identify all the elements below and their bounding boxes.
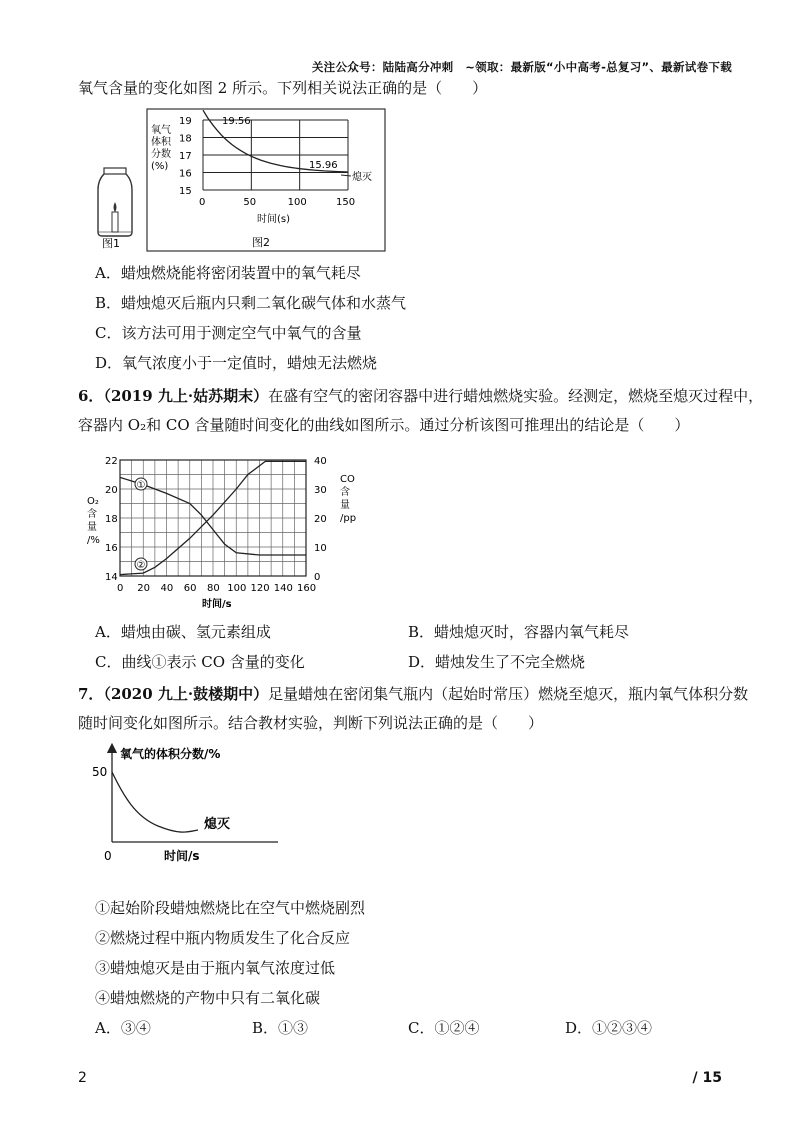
- q5-option-c: C．该方法可用于测定空气中氧气的含量: [95, 324, 362, 342]
- q6-xtick: 80: [207, 583, 220, 594]
- q6-left-tick: 22: [105, 456, 118, 467]
- q6-stem-text: 在盛有空气的密闭容器中进行蜡烛燃烧实验。经测定，燃烧至熄灭过程中，: [268, 387, 764, 405]
- q6-stem-line1: [78, 386, 763, 406]
- q6-right-label-line: 量: [340, 500, 350, 511]
- q6-right-tick: 20: [314, 514, 327, 525]
- candle-flame: [114, 202, 117, 212]
- q6-left-label-line: 量: [87, 522, 97, 533]
- q6-option-d: D．蜡烛发生了不完全燃烧: [408, 653, 586, 671]
- q7-statement-2: ②燃烧过程中瓶内物质发生了化合反应: [95, 929, 351, 947]
- q5-fig2-chart: [146, 108, 386, 258]
- q5-ylabel: [151, 123, 172, 172]
- q6-xtick: 120: [250, 583, 270, 594]
- q6-right-label-line: 含: [340, 487, 350, 498]
- q7-statement-4: ④蜡烛燃烧的产物中只有二氧化碳: [95, 989, 321, 1007]
- q7-option-b: B．①③: [252, 1019, 309, 1037]
- q7-end-note: 熄灭: [204, 817, 231, 832]
- q6-grid: [120, 460, 306, 576]
- q5-option-a: A．蜡烛燃烧能将密闭装置中的氧气耗尽: [95, 264, 361, 282]
- q6-left-label-line: O₂: [87, 496, 99, 507]
- q7-oxygen-curve: [112, 772, 198, 832]
- q6-xtick: 0: [117, 583, 124, 594]
- q6-right-ticks: [314, 456, 327, 583]
- q5-grid: [203, 120, 348, 190]
- q6-source: （2019 九上·姑苏期末）: [103, 387, 269, 405]
- q5-stem: 氧气含量的变化如图 2 所示。下列相关说法正确的是（ ）: [78, 79, 488, 97]
- q6-left-ticks: [105, 456, 118, 583]
- q7-stem-line1: [78, 684, 748, 704]
- q7-xlabel: 时间/s: [164, 849, 200, 863]
- q7-ylabel: 氧气的体积分数/%: [120, 747, 221, 761]
- q5-xlabel: 时间(s): [257, 214, 291, 225]
- page-number: 2: [78, 1070, 87, 1086]
- q7-stem-line2: 随时间变化如图所示。结合教材实验，判断下列说法正确的是（ ）: [78, 714, 544, 732]
- q5-ytick: 17: [179, 151, 192, 162]
- fig2-label: 图2: [252, 236, 270, 249]
- q5-start-label: 19.56: [222, 116, 251, 127]
- q5-fig1-bottle: [88, 160, 148, 250]
- q6-right-tick: 30: [314, 485, 327, 496]
- q6-option-b: B．蜡烛熄灭时，容器内氧气耗尽: [408, 623, 630, 641]
- q5-ylabel-line: (%): [151, 161, 169, 172]
- q5-ylabel-line: 分数: [151, 149, 171, 160]
- q6-right-tick: 0: [314, 572, 321, 583]
- q6-left-label-line: /%: [87, 535, 100, 546]
- q5-xtick: 0: [199, 197, 206, 208]
- q7-stem-text: 足量蜡烛在密闭集气瓶内（起始时常压）燃烧至熄灭，瓶内氧气体积分数: [268, 685, 749, 703]
- q6-xtick: 40: [160, 583, 174, 594]
- q7-source: （2020 九上·鼓楼期中）: [103, 685, 269, 703]
- q6-curve1-mark: ①: [136, 480, 146, 491]
- q6-left-tick: 16: [105, 543, 118, 554]
- q7-option-d: D．①②③④: [565, 1019, 653, 1037]
- q7-option-a: A．③④: [95, 1019, 151, 1037]
- q6-right-tick: 10: [314, 543, 327, 554]
- q5-xticks: [199, 197, 355, 208]
- q5-ylabel-line: 氧气: [151, 125, 171, 136]
- q6-left-tick: 18: [105, 514, 118, 525]
- q5-xtick: 100: [287, 197, 307, 208]
- q6-left-label: [87, 496, 100, 546]
- q6-right-label-line: CO: [340, 474, 355, 485]
- q6-xlabel: 时间/s: [202, 599, 232, 610]
- fig2-frame: [147, 109, 385, 251]
- page-total: / 15: [692, 1070, 722, 1086]
- q5-end-note: 熄灭: [352, 172, 372, 183]
- q5-ytick: 16: [179, 168, 192, 180]
- candle: [112, 212, 118, 232]
- q5-xtick: 150: [336, 197, 356, 208]
- page-header: 关注公众号：陆陆高分冲刺 ~领取：最新版“小中高考-总复习”、最新试卷下载: [311, 60, 732, 74]
- q5-option-d: D．氧气浓度小于一定值时，蜡烛无法燃烧: [95, 354, 378, 372]
- q7-statement-3: ③蜡烛熄灭是由于瓶内氧气浓度过低: [95, 959, 336, 977]
- q7-y-start: 50: [92, 765, 108, 779]
- q6-option-c: C．曲线①表示 CO 含量的变化: [95, 653, 305, 671]
- q7-chart: [88, 742, 288, 870]
- q6-curve2-mark: ②: [136, 560, 146, 571]
- q7-number: 7．: [78, 685, 104, 703]
- q7-statement-1: ①起始阶段蜡烛燃烧比在空气中燃烧剧烈: [95, 899, 366, 917]
- q6-stem-line2: 容器内 O₂和 CO 含量随时间变化的曲线如图所示。通过分析该图可推理出的结论是（ ）: [78, 416, 690, 434]
- q5-xtick: 50: [243, 197, 257, 208]
- q6-right-label-line: /pp: [340, 513, 357, 524]
- q6-xtick: 100: [227, 583, 247, 594]
- q7-origin: 0: [104, 849, 112, 863]
- q5-option-b: B．蜡烛熄灭后瓶内只剩二氧化碳气体和水蒸气: [95, 294, 407, 312]
- q6-option-a: A．蜡烛由碳、氢元素组成: [95, 623, 271, 641]
- q6-left-tick: 14: [105, 572, 118, 583]
- q6-right-label: [340, 474, 356, 524]
- q5-ytick: 18: [179, 133, 192, 145]
- q5-ytick: 19: [179, 116, 192, 127]
- q6-left-tick: 20: [105, 485, 118, 496]
- q6-xtick: 160: [297, 583, 317, 594]
- q5-end-label: 15.96: [309, 160, 338, 171]
- q6-right-tick: 40: [314, 456, 327, 467]
- q6-xtick: 20: [137, 583, 150, 594]
- bottle-cap: [104, 168, 126, 174]
- fig1-label: 图1: [102, 237, 120, 250]
- q6-number: 6．: [78, 387, 104, 405]
- q5-yticks: [179, 116, 192, 197]
- q6-xtick: 60: [183, 583, 197, 594]
- q6-chart: [84, 446, 374, 616]
- q5-ylabel-line: 体积: [151, 137, 171, 148]
- q6-left-label-line: 含: [87, 509, 97, 520]
- q6-x-ticks: [117, 583, 316, 594]
- q7-option-c: C．①②④: [408, 1019, 480, 1037]
- q5-ytick: 15: [179, 186, 192, 197]
- q6-xtick: 140: [273, 583, 293, 594]
